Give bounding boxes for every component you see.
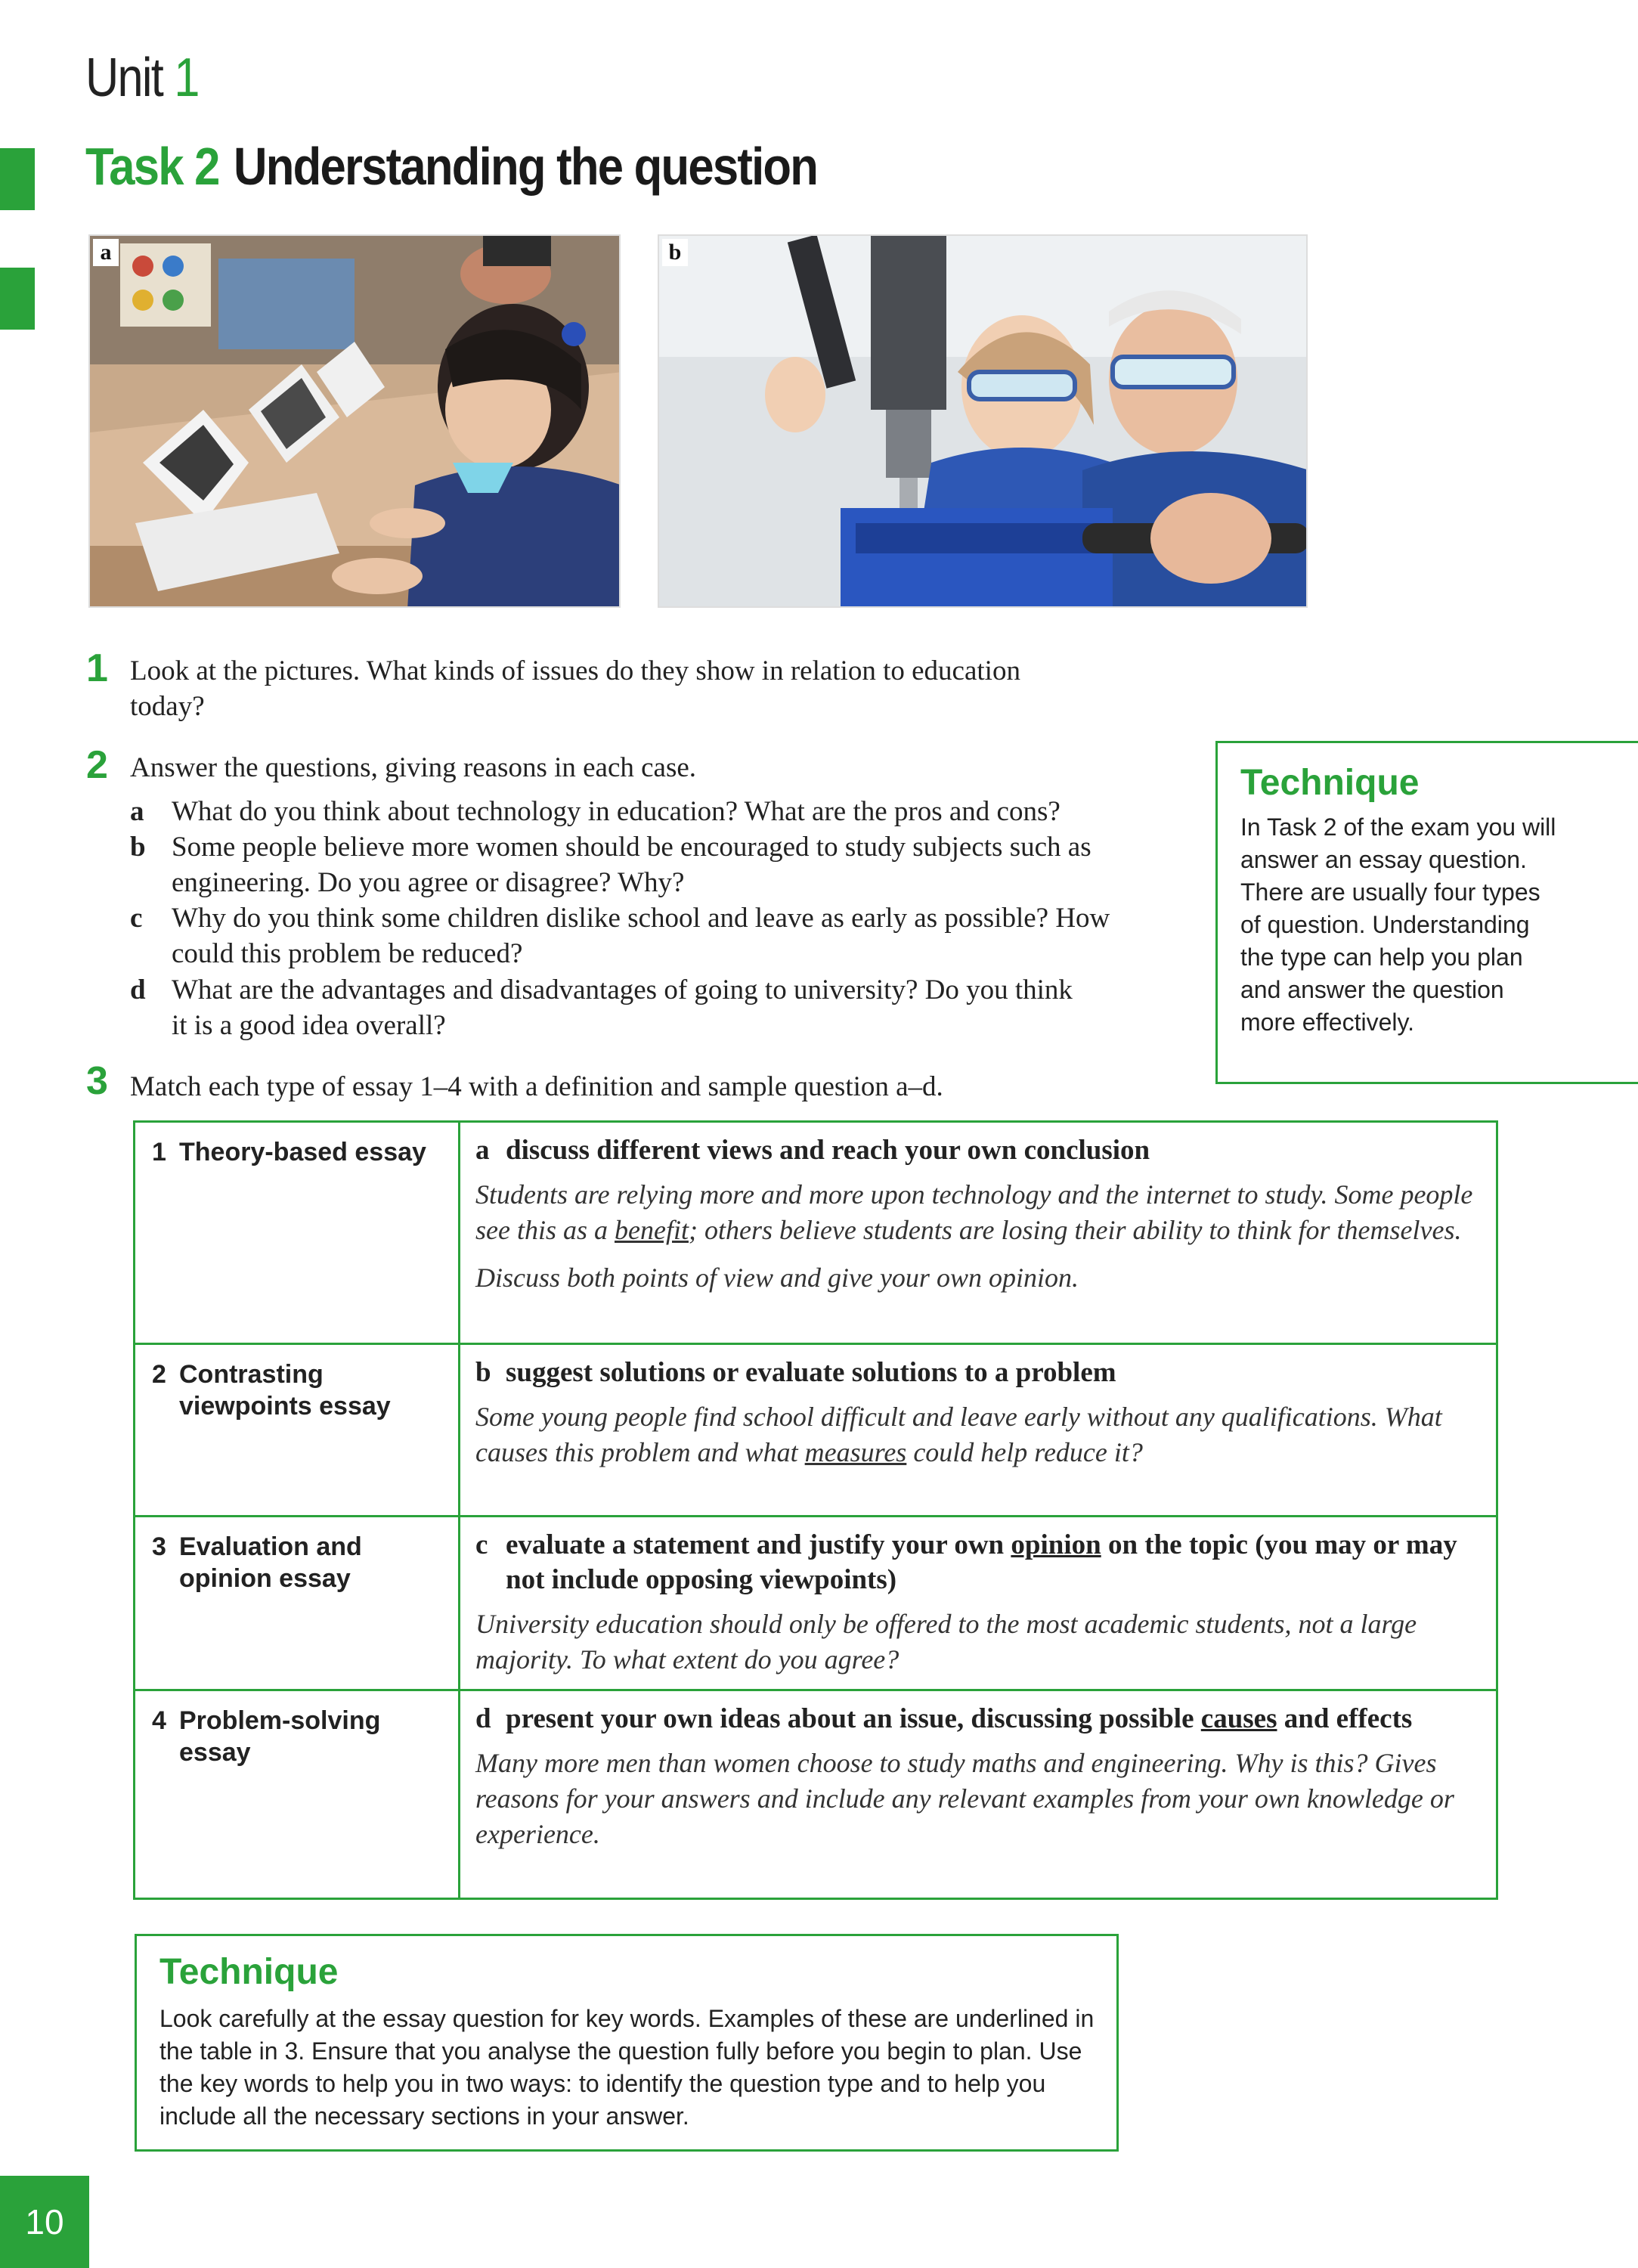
definition-letter: d (475, 1703, 491, 1734)
task-label: Task 2 (85, 137, 219, 196)
table-row (135, 1517, 1497, 1690)
question-2-number: 2 (86, 743, 108, 787)
question-2a-letter: a (130, 796, 144, 827)
sample-question (475, 1177, 1478, 1248)
definition-text: discuss different views and reach your own conclusion (506, 1135, 1150, 1166)
technique-1-text: In Task 2 of the exam you will answer an essay question. There are usually four types of question. Understanding the type can help you plan and answer the question more effectively. (1240, 813, 1556, 1036)
photo-b (658, 234, 1308, 608)
definition-heading (475, 1702, 1478, 1737)
photo-a-label: a (93, 239, 119, 266)
question-2b-text: Some people believe more women should be encouraged to study subjects such as engineering. Do you agree or disagree? Why? (172, 832, 1091, 898)
essay-type-1 (135, 1122, 460, 1344)
question-2-text: Answer the questions, giving reasons in each case. (130, 752, 697, 783)
table-row (135, 1344, 1497, 1517)
definition-heading (475, 1133, 1478, 1168)
sample-question (475, 1399, 1478, 1470)
sidebar-marker-1 (0, 148, 35, 210)
sample-text: Some young people find school difficult and leave early without any qualifications. What causes this problem and what (475, 1402, 1442, 1467)
definition-text: and effects (1277, 1703, 1413, 1734)
question-2b-letter: b (130, 832, 146, 863)
classroom-laptop-illustration (90, 236, 621, 608)
technique-2-text: Look carefully at the essay question for key words. Examples of these are underlined in the table in 3. Ensure that you analyse the question fully before you begin to plan. Use the key words to help you in two ways: to identify the question type and to help you include all the necessary sections in your answer. (159, 2005, 1095, 2130)
essay-type-number: 3 (152, 1532, 166, 1561)
task-title (85, 136, 817, 197)
definition-text: evaluate a statement and justify your own (506, 1529, 1011, 1560)
definition-text: on the topic (you may or may not include opposing viewpoints) (506, 1529, 1457, 1595)
essay-type-label: Problem-solving essay (179, 1706, 381, 1767)
essay-type-4 (135, 1690, 460, 1899)
essay-type-number: 1 (152, 1138, 166, 1167)
question-2a (130, 794, 1211, 829)
definition-heading (475, 1356, 1478, 1390)
question-2c-letter: c (130, 903, 143, 934)
essay-type-2 (135, 1344, 460, 1517)
definition-a (460, 1122, 1497, 1344)
definition-heading (475, 1528, 1478, 1597)
sample-question: University education should only be offered to the most academic students, not a large majority. To what extent do you agree? (475, 1609, 1417, 1675)
technique-box-1 (1215, 741, 1638, 1084)
essay-types-table (133, 1120, 1498, 1900)
sample-instruction: Discuss both points of view and give your own opinion. (475, 1263, 1079, 1293)
question-2d (130, 972, 1090, 1043)
question-2d-text: What are the advantages and disadvantages of going to university? Do you think it is a good idea overall? (172, 974, 1073, 1041)
technique-box-2 (135, 1934, 1119, 2152)
task-heading: Understanding the question (234, 137, 818, 196)
photo-b-label: b (662, 239, 688, 266)
sample-question: Many more men than women choose to study maths and engineering. Why is this? Gives reasons for your answers and include any relevant examples from your own knowledge or experience. (475, 1748, 1454, 1849)
essay-type-3 (135, 1517, 460, 1690)
question-3-text: Match each type of essay 1–4 with a definition and sample question a–d. (130, 1071, 943, 1102)
unit-number: 1 (174, 48, 199, 108)
definition-c (460, 1517, 1497, 1690)
essay-type-label: Evaluation and opinion essay (179, 1532, 362, 1593)
definition-letter: b (475, 1357, 491, 1388)
definition-b (460, 1344, 1497, 1517)
question-2d-letter: d (130, 974, 146, 1005)
question-1-number: 1 (86, 646, 108, 690)
table-row (135, 1122, 1497, 1344)
key-word: opinion (1011, 1529, 1101, 1560)
sample-text: could help reduce it? (906, 1437, 1143, 1467)
definition-text: present your own ideas about an issue, discussing possible (506, 1703, 1201, 1734)
workshop-drill-illustration (659, 236, 1308, 608)
sample-text: Students are relying more and more upon technology and the internet to study. Some people see this as a (475, 1179, 1473, 1245)
page-number: 10 (0, 2176, 89, 2268)
question-2c (130, 900, 1128, 971)
definition-letter: a (475, 1135, 490, 1166)
question-2a-text: What do you think about technology in education? What are the pros and cons? (172, 796, 1061, 827)
technique-2-title: Technique (159, 1952, 339, 1992)
key-word: benefit (615, 1215, 689, 1245)
key-word: causes (1200, 1703, 1277, 1734)
sidebar-marker-2 (0, 268, 35, 330)
sample-text: ; others believe students are losing their ability to think for themselves. (688, 1215, 1462, 1245)
question-2b (130, 829, 1203, 900)
question-1-text: Look at the pictures. What kinds of issues do they show in relation to education today? (130, 655, 1020, 722)
table-row (135, 1690, 1497, 1899)
essay-type-label: Contrasting viewpoints essay (179, 1360, 391, 1421)
essay-type-label: Theory-based essay (179, 1138, 426, 1167)
definition-text: suggest solutions or evaluate solutions to a problem (506, 1357, 1116, 1388)
unit-word: Unit (85, 48, 163, 108)
photo-a (88, 234, 621, 608)
essay-type-number: 4 (152, 1706, 166, 1735)
unit-heading (85, 47, 199, 109)
definition-d (460, 1690, 1497, 1899)
question-3-number: 3 (86, 1059, 108, 1103)
technique-1-title: Technique (1240, 763, 1420, 803)
key-word: measures (804, 1437, 907, 1467)
definition-letter: c (475, 1529, 488, 1560)
question-2c-text: Why do you think some children dislike school and leave as early as possible? How could this problem be reduced? (172, 903, 1110, 969)
essay-type-number: 2 (152, 1360, 166, 1389)
